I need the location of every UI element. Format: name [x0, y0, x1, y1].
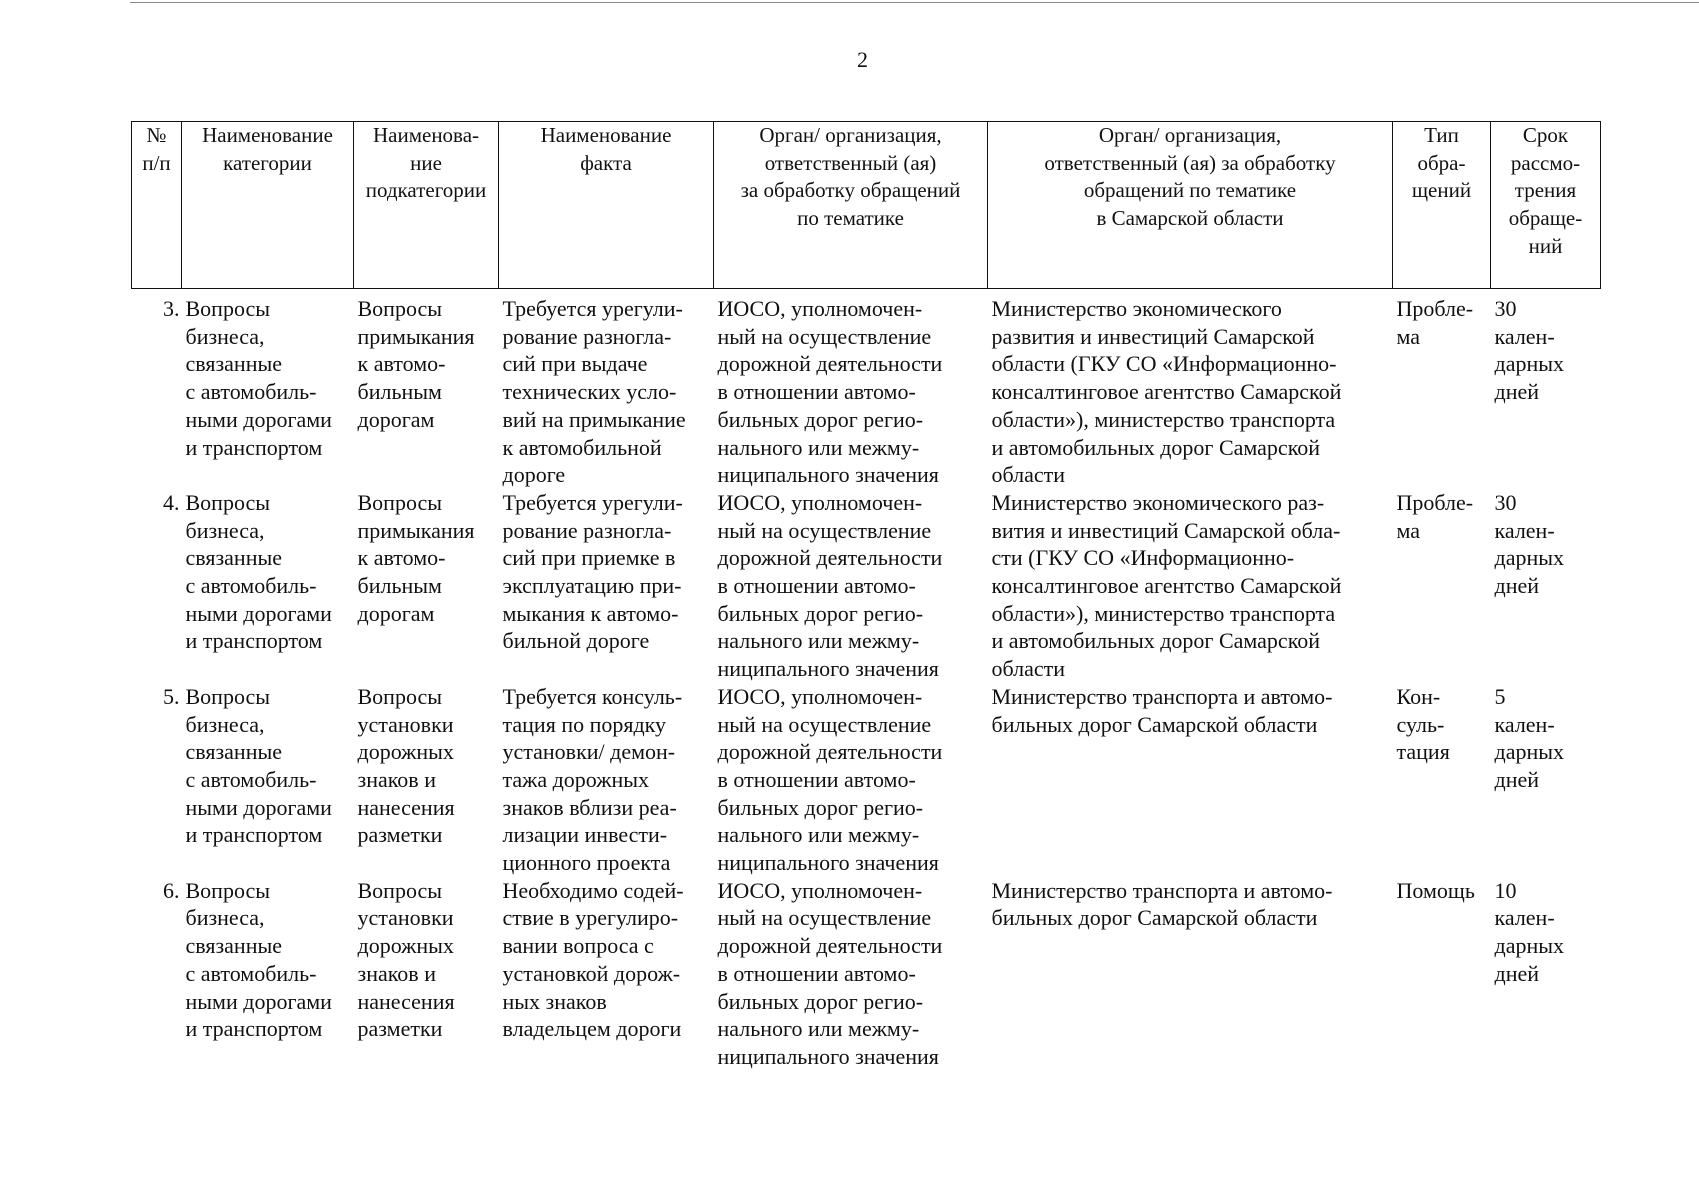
subcategory-cell: Вопросы примыкания к автомо- бильным дорогам [357, 296, 475, 432]
category-cell: Вопросы бизнеса, связанные с автомобиль- ными дорогами и транспортом [185, 296, 332, 460]
term-cell: 10 кален- дарных дней [1494, 877, 1565, 986]
category-cell: Вопросы бизнеса, связанные с автомобиль- ными дорогами и транспортом [185, 683, 332, 848]
fact-cell: Требуется урегули- рование разногла- сий при приемке в эксплуатацию при- мыкания к автомо- бильной дороге [502, 489, 683, 654]
row-number: 6. [163, 877, 180, 903]
subcategory-cell: Вопросы примыкания к автомо- бильным дорогам [357, 489, 475, 626]
category-cell: Вопросы бизнеса, связанные с автомобиль- ными дорогами и транспортом [185, 877, 332, 1042]
category-cell: Вопросы бизнеса, связанные с автомобиль- ными дорогами и транспортом [185, 489, 332, 654]
org-cell: ИОСО, уполномочен- ный на осуществление дорожной деятельности в отношении автомо- бильных дорог регио- нального или межму- ниципального значения [717, 296, 943, 488]
row-number: 3. [163, 296, 180, 321]
table-header [132, 122, 1601, 289]
header-number: № п/п [132, 122, 182, 289]
term-cell: 30 кален- дарных дней [1494, 489, 1565, 599]
org-samara-cell: Министерство транспорта и автомо- бильных дорог Самарской области [991, 877, 1333, 931]
row-number: 5. [163, 683, 180, 709]
org-cell: ИОСО, уполномочен- ный на осуществление дорожной деятельности в отношении автомо- бильных дорог регио- нального или межму- ниципального значения [717, 489, 943, 682]
type-cell: Кон- суль- тация [1396, 683, 1450, 765]
header-row [132, 122, 1601, 289]
header-responsible-org-samara: Орган/ организация, ответственный (ая) за обработку обращений по тематике в Самарской области [988, 122, 1393, 289]
table-row [132, 877, 1601, 1071]
fact-cell: Требуется урегули- рование разногла- сий при выдаче технических усло- вий на примыкание к автомобильной дороге [502, 296, 686, 488]
fact-cell: Требуется консуль- тация по порядку установки/ демон- тажа дорожных знаков вблизи реа- лизации инвести- ционного проекта [502, 683, 683, 876]
org-samara-cell: Министерство транспорта и автомо- бильных дорог Самарской области [991, 683, 1333, 737]
header-appeal-type: Тип обра- щений [1393, 122, 1491, 289]
header-review-term: Срок рассмо- трения обраще- ний [1491, 122, 1601, 289]
page-number: 2 [857, 47, 868, 72]
header-subcategory: Наименова- ние подкатегории [354, 122, 499, 289]
table-body [132, 289, 1601, 1071]
subcategory-cell: Вопросы установки дорожных знаков и нанесения разметки [357, 683, 455, 848]
org-cell: ИОСО, уполномочен- ный на осуществление дорожной деятельности в отношении автомо- бильных дорог регио- нального или межму- ниципального значения [717, 683, 943, 876]
header-fact: Наименование факта [499, 122, 714, 289]
type-cell: Пробле- ма [1396, 489, 1474, 543]
type-cell: Пробле- ма [1396, 296, 1474, 349]
subcategory-cell: Вопросы установки дорожных знаков и нанесения разметки [357, 877, 455, 1042]
fact-cell: Необходимо содей- ствие в урегулиро- вании вопроса с установкой дорож- ных знаков владельцем дороги [502, 877, 684, 1042]
term-cell: 30 кален- дарных дней [1494, 296, 1565, 405]
header-category: Наименование категории [182, 122, 354, 289]
org-samara-cell: Министерство экономического развития и инвестиций Самарской области (ГКУ СО «Информационно- консалтинговое агентство Самарской области»), министерство транспорта и автомобильных дорог Самарской области [991, 296, 1342, 488]
table-row [132, 289, 1601, 489]
row-number: 4. [163, 489, 180, 515]
header-responsible-org: Орган/ организация, ответственный (ая) за обработку обращений по тематике [714, 122, 988, 289]
table-row [132, 683, 1601, 877]
top-border-line [130, 2, 1699, 3]
appeals-table [131, 121, 1601, 1071]
org-samara-cell: Министерство экономического раз- вития и инвестиций Самарской обла- сти (ГКУ СО «Информационно- консалтинговое агентство Самарской области»), министерство транспорта и автомобильных дорог Самарской области [991, 489, 1342, 682]
table-row [132, 489, 1601, 683]
org-cell: ИОСО, уполномочен- ный на осуществление дорожной деятельности в отношении автомо- бильных дорог регио- нального или межму- ниципального значения [717, 877, 943, 1069]
term-cell: 5 кален- дарных дней [1494, 683, 1565, 792]
type-cell: Помощь [1396, 877, 1475, 903]
